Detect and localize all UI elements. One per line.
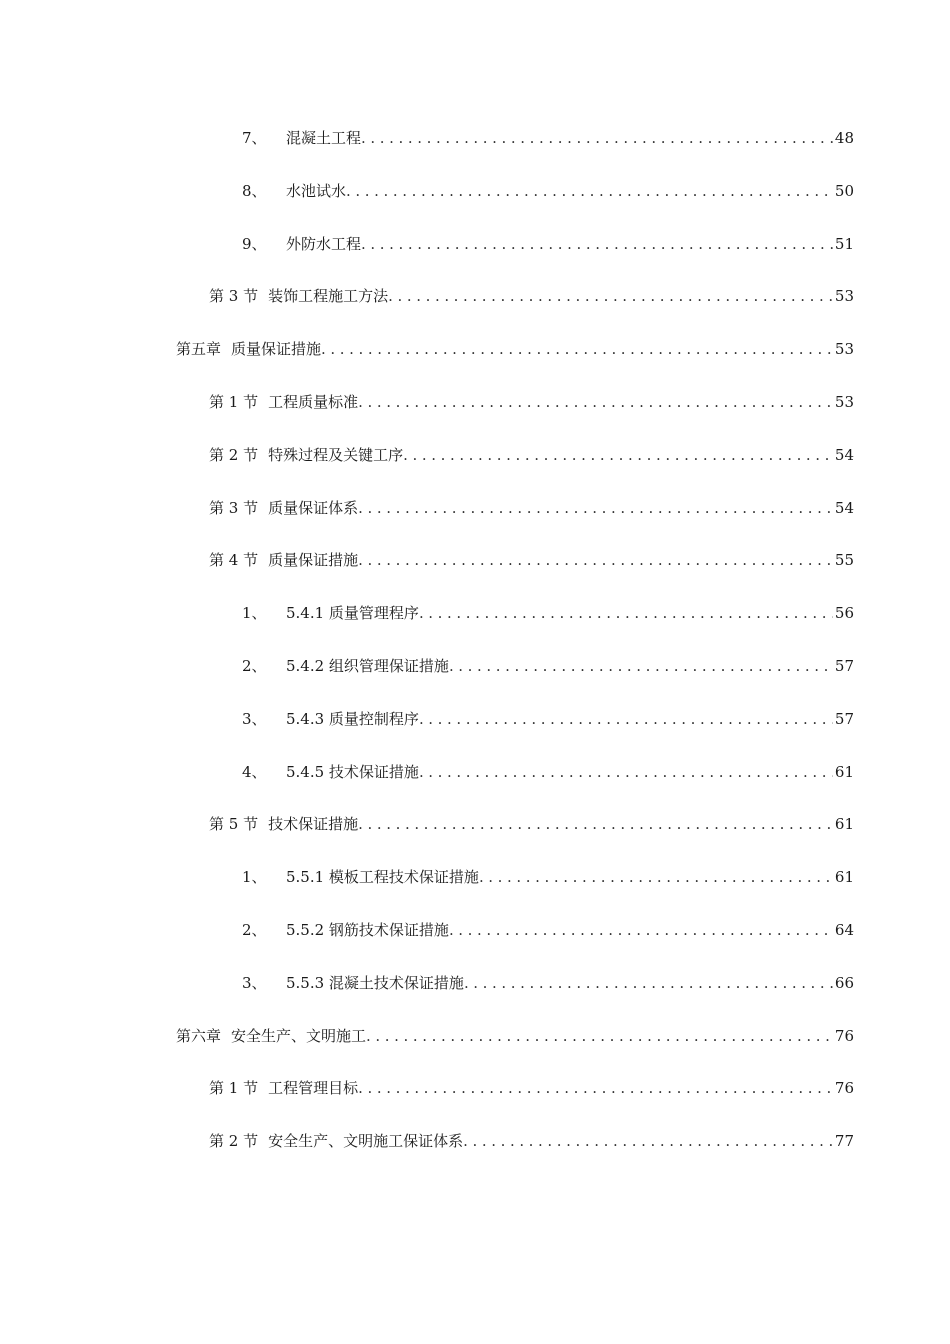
entry-number: 第五章 bbox=[176, 340, 222, 359]
entry-page-number: 61 bbox=[834, 762, 854, 781]
dot-leader bbox=[419, 761, 833, 783]
entry-page-number: 57 bbox=[834, 709, 854, 728]
toc-entry[interactable] bbox=[209, 391, 854, 413]
dot-leader bbox=[358, 549, 833, 571]
dot-leader bbox=[464, 972, 833, 994]
entry-title: 技术保证措施 bbox=[268, 815, 359, 834]
toc-entry[interactable] bbox=[209, 444, 854, 466]
entry-page-number: 77 bbox=[834, 1132, 854, 1151]
entry-title: 质量保证措施 bbox=[268, 551, 359, 570]
entry-title: 5.5.2 钢筋技术保证措施 bbox=[286, 921, 449, 939]
toc-entry[interactable] bbox=[242, 602, 854, 624]
entry-title: 工程管理目标 bbox=[268, 1079, 359, 1098]
entry-page-number: 53 bbox=[834, 393, 854, 411]
dot-leader bbox=[361, 127, 833, 149]
entry-number: 7、 bbox=[242, 129, 267, 147]
toc-entry[interactable] bbox=[176, 1025, 854, 1047]
toc-entry[interactable] bbox=[242, 655, 854, 677]
entry-title: 安全生产、文明施工 bbox=[231, 1026, 367, 1045]
entry-number: 1、 bbox=[242, 868, 267, 887]
entry-number: 9、 bbox=[242, 234, 267, 253]
entry-page-number: 76 bbox=[834, 1079, 854, 1098]
toc-entry[interactable] bbox=[242, 180, 854, 202]
dot-leader bbox=[358, 813, 833, 835]
toc-entry[interactable] bbox=[209, 1077, 854, 1099]
entry-title: 混凝土工程 bbox=[286, 129, 362, 147]
entry-title: 特殊过程及关键工序 bbox=[268, 445, 404, 464]
dot-leader bbox=[419, 602, 833, 624]
entry-page-number: 61 bbox=[834, 815, 854, 834]
entry-title: 质量保证措施 bbox=[231, 340, 322, 359]
dot-leader bbox=[449, 655, 833, 677]
entry-page-number: 76 bbox=[834, 1026, 854, 1045]
toc-entry[interactable] bbox=[209, 813, 854, 835]
dot-leader bbox=[419, 708, 833, 730]
dot-leader bbox=[463, 1130, 833, 1152]
toc-entry[interactable] bbox=[242, 919, 854, 941]
dot-leader bbox=[346, 180, 833, 202]
entry-number: 4、 bbox=[242, 762, 267, 781]
entry-page-number: 64 bbox=[834, 921, 854, 939]
entry-title: 5.5.3 混凝土技术保证措施 bbox=[286, 973, 464, 992]
entry-page-number: 53 bbox=[834, 340, 854, 359]
toc-entry[interactable] bbox=[209, 497, 854, 519]
entry-title: 5.4.2 组织管理保证措施 bbox=[286, 657, 449, 675]
entry-number: 第六章 bbox=[176, 1026, 222, 1045]
toc-entry[interactable] bbox=[242, 233, 854, 255]
entry-number: 第 3 节 bbox=[209, 498, 259, 517]
dot-leader bbox=[358, 1077, 833, 1099]
entry-title: 5.4.5 技术保证措施 bbox=[286, 762, 419, 781]
dot-leader bbox=[358, 391, 833, 413]
entry-page-number: 50 bbox=[834, 181, 854, 200]
entry-number: 第 1 节 bbox=[209, 1079, 259, 1098]
entry-page-number: 57 bbox=[834, 657, 854, 675]
entry-page-number: 54 bbox=[834, 445, 854, 464]
toc-entry[interactable] bbox=[176, 338, 854, 360]
entry-number: 第 3 节 bbox=[209, 287, 259, 306]
entry-title: 质量保证体系 bbox=[268, 498, 359, 517]
entry-number: 第 4 节 bbox=[209, 551, 259, 570]
toc-entry[interactable] bbox=[209, 1130, 854, 1152]
dot-leader bbox=[361, 233, 833, 255]
entry-title: 安全生产、文明施工保证体系 bbox=[268, 1132, 464, 1151]
entry-title: 工程质量标准 bbox=[268, 393, 359, 411]
entry-title: 水池试水 bbox=[286, 181, 347, 200]
toc-entry[interactable] bbox=[242, 708, 854, 730]
entry-number: 1、 bbox=[242, 604, 267, 623]
entry-title: 5.5.1 模板工程技术保证措施 bbox=[286, 868, 479, 887]
entry-page-number: 66 bbox=[834, 973, 854, 992]
entry-number: 第 2 节 bbox=[209, 445, 259, 464]
entry-page-number: 61 bbox=[834, 868, 854, 887]
entry-page-number: 54 bbox=[834, 498, 854, 517]
entry-title: 5.4.3 质量控制程序 bbox=[286, 709, 419, 728]
dot-leader bbox=[403, 444, 833, 466]
dot-leader bbox=[479, 866, 833, 888]
entry-number: 3、 bbox=[242, 709, 267, 728]
entry-page-number: 55 bbox=[834, 551, 854, 570]
toc-entry[interactable] bbox=[209, 549, 854, 571]
entry-page-number: 56 bbox=[834, 604, 854, 623]
entry-title: 外防水工程 bbox=[286, 234, 362, 253]
dot-leader bbox=[366, 1025, 833, 1047]
entry-number: 8、 bbox=[242, 181, 267, 200]
dot-leader bbox=[358, 497, 833, 519]
toc-entry[interactable] bbox=[209, 285, 854, 307]
entry-page-number: 51 bbox=[834, 234, 854, 253]
toc-entry[interactable] bbox=[242, 866, 854, 888]
entry-page-number: 48 bbox=[834, 129, 854, 147]
entry-page-number: 53 bbox=[834, 287, 854, 306]
entry-number: 第 2 节 bbox=[209, 1132, 259, 1151]
entry-number: 第 5 节 bbox=[209, 815, 259, 834]
entry-number: 2、 bbox=[242, 921, 267, 939]
dot-leader bbox=[321, 338, 833, 360]
entry-number: 第 1 节 bbox=[209, 393, 259, 411]
toc-entry[interactable] bbox=[242, 761, 854, 783]
toc-entry[interactable] bbox=[242, 127, 854, 149]
entry-title: 5.4.1 质量管理程序 bbox=[286, 604, 419, 623]
entry-number: 2、 bbox=[242, 657, 267, 675]
dot-leader bbox=[449, 919, 833, 941]
entry-number: 3、 bbox=[242, 973, 267, 992]
toc-entry[interactable] bbox=[242, 972, 854, 994]
dot-leader bbox=[388, 285, 833, 307]
entry-title: 装饰工程施工方法 bbox=[268, 287, 389, 306]
